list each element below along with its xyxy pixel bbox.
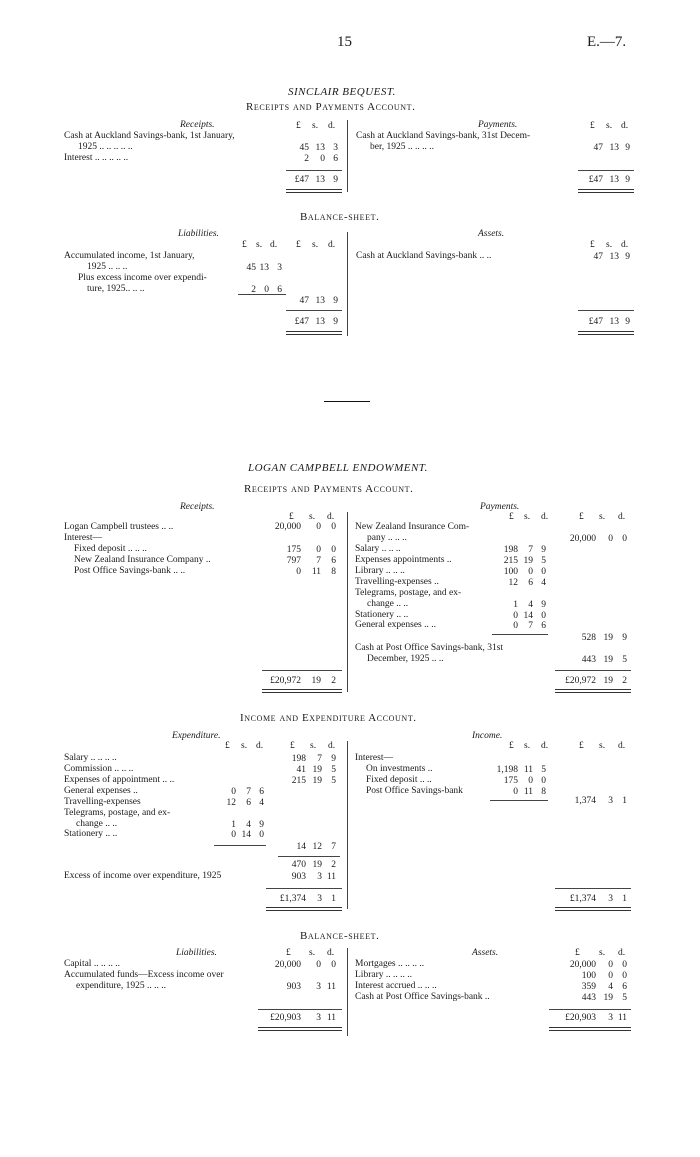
logan-payment-line: pany .. .. .. (367, 533, 407, 543)
amount-shillings: 4 (608, 982, 613, 992)
subtotal-shillings: 12 (312, 842, 322, 852)
amount-pence: 5 (541, 765, 546, 775)
logan-expenditure-line: Travelling-expenses (64, 797, 141, 807)
total-shillings: 3 (316, 1013, 321, 1023)
lsd-shilling: s. (606, 121, 613, 131)
logan-payment-cash-line: December, 1925 .. .. (367, 654, 444, 664)
sinclair-receipt-line: Cash at Auckland Savings-bank, 1st January, (64, 131, 235, 141)
amount-shillings: 14 (241, 830, 251, 840)
total-pence: 11 (326, 1013, 336, 1023)
sinclair-liability-line: ture, 1925.. .. .. (87, 284, 145, 294)
amount-shillings: 6 (246, 798, 251, 808)
total-shillings: 13 (609, 317, 619, 327)
amount-shillings: 0 (316, 545, 321, 555)
amount-pounds: 0 (513, 787, 518, 797)
amount-pence: 6 (541, 621, 546, 631)
amount-pence: 9 (331, 754, 336, 764)
amount-pounds: 215 (291, 776, 306, 786)
amount-pounds: 47 (593, 143, 603, 153)
logan-income-line: Fixed deposit .. .. (366, 775, 432, 785)
amount-pence: 0 (541, 611, 546, 621)
amount-shillings: 0 (316, 522, 321, 532)
sinclair-receipt-line: Interest .. .. .. .. .. (64, 153, 129, 163)
amount-shillings: 13 (609, 143, 619, 153)
amount-pounds: 0 (296, 567, 301, 577)
amount-shillings: 6 (528, 578, 533, 588)
total-pounds: £20,972 (270, 676, 301, 686)
logan-liability-line: expenditure, 1925 .. .. .. (76, 981, 166, 991)
logan-expenditure-line: change .. .. (76, 819, 118, 829)
logan-payment-line: Stationery .. .. (355, 610, 409, 620)
logan-assets-label: Assets. (472, 948, 499, 958)
logan-payment-line: General expenses .. .. (355, 620, 436, 630)
lsd-pound: £ (590, 121, 595, 131)
lsd-pound: £ (225, 741, 230, 751)
amount-shillings: 7 (528, 545, 533, 555)
amount-shillings: 4 (246, 820, 251, 830)
lsd-shilling: s. (256, 240, 263, 250)
amount-pounds: 198 (503, 545, 518, 555)
logan-receipt-line: Post Office Savings-bank .. .. (74, 566, 186, 576)
lsd-shilling: s. (524, 741, 531, 751)
amount-pounds: 100 (581, 971, 596, 981)
amount-shillings: 7 (316, 556, 321, 566)
amount-shillings: 0 (264, 285, 269, 295)
amount-pounds: 47 (593, 252, 603, 262)
amount-pounds: 20,000 (569, 960, 596, 970)
lsd-shilling: s. (599, 741, 606, 751)
logan-payment-line: Library .. .. .. (355, 566, 405, 576)
logan-asset-line: Mortgages .. .. .. .. (355, 959, 425, 969)
amount-pounds: 20,000 (274, 960, 301, 970)
logan-receipt-line: Fixed deposit .. .. .. (74, 544, 147, 554)
logan-receipt-line: New Zealand Insurance Company .. (74, 555, 211, 565)
total-pence: 9 (333, 317, 338, 327)
page-number: 15 (337, 34, 352, 50)
amount-pence: 6 (259, 787, 264, 797)
total-pounds: £20,903 (270, 1013, 301, 1023)
amount-pence: 0 (259, 830, 264, 840)
amount-pence: 0 (541, 776, 546, 786)
amount-pounds: 2 (304, 154, 309, 164)
amount-pence: 5 (622, 993, 627, 1003)
logan-payments-label: Payments. (480, 502, 520, 512)
logan-rp-heading: Receipts and Payments Account. (244, 483, 414, 495)
amount-pounds: 41 (296, 765, 306, 775)
lsd-pound: £ (590, 240, 595, 250)
total-shillings: 13 (315, 175, 325, 185)
total-pounds: £20,903 (565, 1013, 596, 1023)
amount-shillings: 3 (317, 872, 322, 882)
amount-pounds: 0 (513, 611, 518, 621)
lsd-pence: d. (270, 240, 278, 250)
subtotal-shillings: 3 (608, 796, 613, 806)
logan-payment-line: Travelling-expenses .. (355, 577, 439, 587)
amount-pounds: 903 (291, 872, 306, 882)
amount-shillings: 13 (259, 263, 269, 273)
amount-pounds: 198 (291, 754, 306, 764)
logan-payment-line: change .. .. (367, 599, 409, 609)
total-pounds: £47 (588, 175, 603, 185)
total-shillings: 13 (315, 317, 325, 327)
logan-expenditure-line: Stationery .. .. (64, 829, 118, 839)
total-pounds: £1,374 (279, 894, 306, 904)
amount-pence: 3 (333, 143, 338, 153)
sinclair-liability-line: Plus excess income over expendi- (78, 273, 207, 283)
amount-shillings: 0 (316, 960, 321, 970)
amount-pounds: 443 (581, 655, 596, 665)
lsd-shilling: s. (599, 948, 606, 958)
lsd-pence: d. (541, 741, 549, 751)
subtotal-pounds: 1,374 (574, 796, 596, 806)
subtotal-pounds: 470 (291, 860, 306, 870)
lsd-pound: £ (509, 741, 514, 751)
amount-pence: 5 (541, 556, 546, 566)
subtotal-pounds: 528 (581, 633, 596, 643)
subtotal-shillings: 19 (312, 860, 322, 870)
sinclair-asset-line: Cash at Auckland Savings-bank .. .. (356, 251, 492, 261)
amount-shillings: 0 (608, 960, 613, 970)
total-shillings: 3 (608, 1013, 613, 1023)
sinclair-bs-heading: Balance-sheet. (300, 211, 380, 223)
lsd-shilling: s. (599, 512, 606, 522)
sinclair-payment-line: Cash at Auckland Savings-bank, 31st Decem- (356, 131, 531, 141)
sinclair-payment-line: ber, 1925 .. .. .. .. (370, 142, 434, 152)
total-pence: 2 (622, 676, 627, 686)
sinclair-assets-label: Assets. (478, 229, 505, 239)
amount-pounds: 1,198 (496, 765, 518, 775)
total-shillings: 3 (317, 894, 322, 904)
sinclair-liability-line: Accumulated income, 1st January, (64, 251, 195, 261)
logan-title: LOGAN CAMPBELL ENDOWMENT. (248, 462, 428, 474)
lsd-shilling: s. (241, 741, 248, 751)
amount-pence: 9 (541, 600, 546, 610)
amount-pounds: 12 (508, 578, 518, 588)
logan-payment-line: Telegrams, postage, and ex- (355, 588, 462, 598)
amount-pence: 5 (331, 776, 336, 786)
total-shillings: 13 (609, 175, 619, 185)
amount-pence: 6 (622, 982, 627, 992)
sinclair-payments-label: Payments. (478, 120, 518, 130)
amount-pence: 3 (277, 263, 282, 273)
amount-shillings: 7 (528, 621, 533, 631)
logan-asset-line: Interest accrued .. .. .. (355, 981, 437, 991)
amount-shillings: 14 (523, 611, 533, 621)
logan-liability-line: Capital .. .. .. .. (64, 959, 120, 969)
subtotal-shillings: 13 (315, 296, 325, 306)
lsd-shilling: s. (524, 512, 531, 522)
amount-pounds: 2 (251, 285, 256, 295)
logan-expenditure-line: Salary .. .. .. .. (64, 753, 117, 763)
logan-asset-line: Cash at Post Office Savings-bank .. (355, 992, 490, 1002)
lsd-pence: d. (618, 741, 626, 751)
amount-pounds: 0 (231, 830, 236, 840)
amount-shillings: 19 (523, 556, 533, 566)
lsd-pence: d. (541, 512, 549, 522)
amount-shillings: 0 (320, 154, 325, 164)
logan-excess-line: Excess of income over expenditure, 1925 (64, 871, 222, 881)
total-pounds: £47 (294, 317, 309, 327)
amount-pounds: 175 (503, 776, 518, 786)
logan-income-line: Interest— (355, 753, 393, 763)
lsd-pence: d. (621, 121, 629, 131)
total-pence: 2 (331, 676, 336, 686)
amount-pounds: 797 (286, 556, 301, 566)
amount-pence: 6 (333, 154, 338, 164)
lsd-pound: £ (286, 948, 291, 958)
logan-payment-line: Salary .. .. .. (355, 544, 401, 554)
amount-shillings: 11 (311, 567, 321, 577)
lsd-pence: d. (327, 512, 335, 522)
lsd-pence: d. (256, 741, 264, 751)
lsd-pound: £ (575, 948, 580, 958)
amount-pence: 6 (277, 285, 282, 295)
logan-income-line: Post Office Savings-bank (366, 786, 463, 796)
sinclair-receipt-line: 1925 .. .. .. .. .. (78, 142, 133, 152)
subtotal-pence: 1 (622, 796, 627, 806)
subtotal-pence: 7 (331, 842, 336, 852)
amount-pence: 11 (326, 982, 336, 992)
amount-pence: 11 (326, 872, 336, 882)
amount-pence: 8 (541, 787, 546, 797)
sinclair-rp-heading: Receipts and Payments Account. (246, 101, 416, 113)
amount-pounds: 0 (231, 787, 236, 797)
logan-receipt-line: Interest— (64, 533, 102, 543)
total-pounds: £20,972 (565, 676, 596, 686)
amount-pence: 9 (541, 545, 546, 555)
amount-shillings: 0 (528, 567, 533, 577)
subtotal-pounds: 47 (299, 296, 309, 306)
amount-shillings: 0 (608, 534, 613, 544)
amount-shillings: 11 (523, 787, 533, 797)
amount-shillings: 19 (603, 993, 613, 1003)
logan-liabilities-label: Liabilities. (176, 948, 217, 958)
amount-pence: 5 (622, 655, 627, 665)
total-pounds: £47 (294, 175, 309, 185)
sinclair-liability-line: 1925 .. .. .. (87, 262, 128, 272)
lsd-pound: £ (290, 741, 295, 751)
logan-receipts-label: Receipts. (180, 502, 215, 512)
amount-shillings: 7 (317, 754, 322, 764)
amount-pounds: 20,000 (569, 534, 596, 544)
logan-receipt-line: Logan Campbell trustees .. .. (64, 522, 174, 532)
amount-pounds: 0 (513, 621, 518, 631)
amount-pence: 0 (622, 971, 627, 981)
total-shillings: 19 (603, 676, 613, 686)
lsd-pence: d. (327, 948, 335, 958)
lsd-pound: £ (296, 240, 301, 250)
amount-pounds: 45 (246, 263, 256, 273)
amount-pounds: 175 (286, 545, 301, 555)
amount-shillings: 19 (603, 655, 613, 665)
lsd-pound: £ (579, 741, 584, 751)
total-pence: 1 (622, 894, 627, 904)
amount-pence: 0 (622, 534, 627, 544)
lsd-pence: d. (328, 741, 336, 751)
lsd-shilling: s. (309, 512, 316, 522)
amount-pounds: 45 (299, 143, 309, 153)
amount-shillings: 11 (523, 765, 533, 775)
section-divider (324, 401, 370, 402)
lsd-shilling: s. (310, 741, 317, 751)
lsd-pence: d. (618, 512, 626, 522)
total-pence: 9 (625, 175, 630, 185)
amount-pence: 0 (331, 960, 336, 970)
amount-pounds: 100 (503, 567, 518, 577)
subtotal-pounds: 14 (296, 842, 306, 852)
amount-pounds: 443 (581, 993, 596, 1003)
logan-expenditure-line: Telegrams, postage, and ex- (64, 808, 171, 818)
amount-pence: 4 (259, 798, 264, 808)
amount-shillings: 3 (316, 982, 321, 992)
amount-shillings: 19 (312, 765, 322, 775)
amount-pounds: 359 (581, 982, 596, 992)
subtotal-shillings: 19 (603, 633, 613, 643)
total-pounds: £47 (588, 317, 603, 327)
sinclair-title: SINCLAIR BEQUEST. (288, 86, 396, 98)
logan-asset-line: Library .. .. .. .. (355, 970, 412, 980)
lsd-shilling: s. (309, 948, 316, 958)
amount-shillings: 13 (315, 143, 325, 153)
logan-ie-heading: Income and Expenditure Account. (240, 712, 417, 724)
lsd-pence: d. (328, 121, 336, 131)
amount-pence: 9 (625, 143, 630, 153)
lsd-pound: £ (242, 240, 247, 250)
amount-shillings: 13 (609, 252, 619, 262)
total-pence: 9 (333, 175, 338, 185)
lsd-pound: £ (296, 121, 301, 131)
lsd-shilling: s. (312, 121, 319, 131)
logan-bs-heading: Balance-sheet. (300, 930, 380, 942)
lsd-pence: d. (328, 240, 336, 250)
lsd-shilling: s. (606, 240, 613, 250)
total-pence: 1 (331, 894, 336, 904)
page-reference: E.—7. (587, 34, 627, 50)
amount-pence: 0 (541, 567, 546, 577)
lsd-pound: £ (579, 512, 584, 522)
amount-pounds: 12 (226, 798, 236, 808)
amount-shillings: 7 (246, 787, 251, 797)
amount-pounds: 215 (503, 556, 518, 566)
total-shillings: 3 (608, 894, 613, 904)
logan-income-line: On investments .. (366, 764, 433, 774)
logan-payment-line: Expenses appointments .. (355, 555, 452, 565)
subtotal-pence: 9 (622, 633, 627, 643)
amount-pence: 5 (331, 765, 336, 775)
amount-pence: 9 (259, 820, 264, 830)
amount-pence: 8 (331, 567, 336, 577)
total-shillings: 19 (311, 676, 321, 686)
logan-income-label: Income. (472, 731, 503, 741)
lsd-shilling: s. (312, 240, 319, 250)
amount-shillings: 0 (608, 971, 613, 981)
amount-pence: 0 (331, 545, 336, 555)
subtotal-pence: 9 (333, 296, 338, 306)
lsd-pound: £ (289, 512, 294, 522)
lsd-pound: £ (509, 512, 514, 522)
logan-expenditure-line: Expenses of appointment .. .. (64, 775, 175, 785)
lsd-pence: d. (621, 240, 629, 250)
amount-pence: 4 (541, 578, 546, 588)
logan-payment-line: New Zealand Insurance Com- (355, 522, 470, 532)
logan-liability-line: Accumulated funds—Excess income over (64, 970, 224, 980)
total-pence: 9 (625, 317, 630, 327)
amount-pounds: 20,000 (274, 522, 301, 532)
subtotal-pence: 2 (331, 860, 336, 870)
amount-pence: 6 (331, 556, 336, 566)
logan-expenditure-line: Commission .. .. .. (64, 764, 134, 774)
amount-pence: 0 (331, 522, 336, 532)
amount-pounds: 1 (513, 600, 518, 610)
logan-expenditure-line: General expenses .. (64, 786, 138, 796)
amount-pounds: 903 (286, 982, 301, 992)
amount-pounds: 1 (231, 820, 236, 830)
sinclair-receipts-label: Receipts. (180, 120, 215, 130)
sinclair-liabilities-label: Liabilities. (178, 229, 219, 239)
amount-pence: 9 (625, 252, 630, 262)
logan-payment-cash-line: Cash at Post Office Savings-bank, 31st (355, 643, 504, 653)
amount-shillings: 4 (528, 600, 533, 610)
lsd-pence: d. (618, 948, 626, 958)
logan-expenditure-label: Expenditure. (172, 731, 221, 741)
total-pounds: £1,374 (569, 894, 596, 904)
amount-shillings: 19 (312, 776, 322, 786)
total-pence: 11 (617, 1013, 627, 1023)
amount-pence: 0 (622, 960, 627, 970)
amount-shillings: 0 (528, 776, 533, 786)
